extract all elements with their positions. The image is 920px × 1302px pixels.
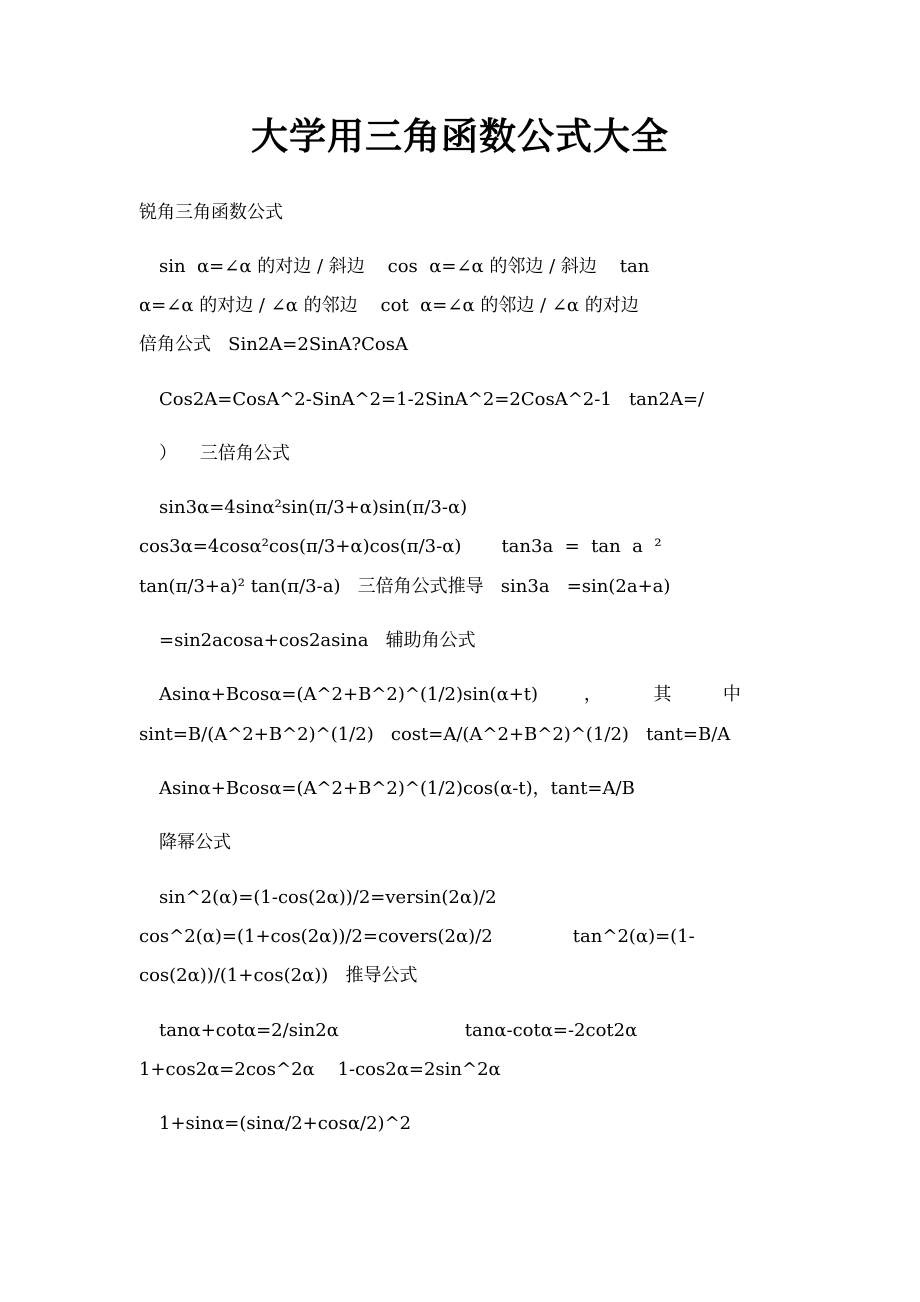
text-line: α=∠α 的对边 / ∠α 的邻边 cot α=∠α 的邻边 / ∠α 的对边	[139, 295, 639, 316]
text-line: sin3α=4sinα²sin(π/3+α)sin(π/3-α)	[159, 497, 468, 518]
text-line: cos^2(α)=(1+cos(2α))/2=covers(2α)/2 tan^2(α)=(1-	[139, 926, 695, 947]
text-line: sin^2(α)=(1-cos(2α))/2=versin(2α)/2	[159, 887, 497, 908]
text-line: Asinα+Bcosα=(A^2+B^2)^(1/2)sin(α+t) ， 其 中	[159, 684, 741, 705]
text-line: =sin2acosa+cos2asina 辅助角公式	[159, 630, 476, 651]
text-line: cos3α=4cosα²cos(π/3+α)cos(π/3-α) tan3a = tan a ²	[139, 536, 662, 557]
text-line: sint=B/(A^2+B^2)^(1/2) cost=A/(A^2+B^2)^(1/2) tant=B/A	[139, 724, 731, 745]
text-line: 倍角公式 Sin2A=2SinA?CosA	[139, 334, 409, 355]
section-heading-acute-angle: 锐角三角函数公式	[139, 202, 283, 223]
text-line: sin α=∠α 的对边 / 斜边 cos α=∠α 的邻边 / 斜边 tan	[159, 256, 650, 277]
text-line: Cos2A=CosA^2-SinA^2=1-2SinA^2=2CosA^2-1 tan2A=/	[159, 389, 705, 410]
text-line: 1+cos2α=2cos^2α 1-cos2α=2sin^2α	[139, 1059, 501, 1080]
text-line: 1+sinα=(sinα/2+cosα/2)^2	[159, 1113, 412, 1134]
document-title: 大学用三角函数公式大全	[251, 114, 669, 158]
text-line: ） 三倍角公式	[159, 443, 290, 464]
text-line: Asinα+Bcosα=(A^2+B^2)^(1/2)cos(α-t)，tant=A/B	[159, 778, 635, 799]
text-line: tanα+cotα=2/sin2α tanα-cotα=-2cot2α	[159, 1020, 638, 1041]
text-line: cos(2α))/(1+cos(2α)) 推导公式	[139, 965, 418, 986]
text-line: tan(π/3+a)² tan(π/3-a) 三倍角公式推导 sin3a =sin(2a+a)	[139, 576, 671, 597]
section-heading-power-reduction: 降幂公式	[159, 832, 231, 853]
